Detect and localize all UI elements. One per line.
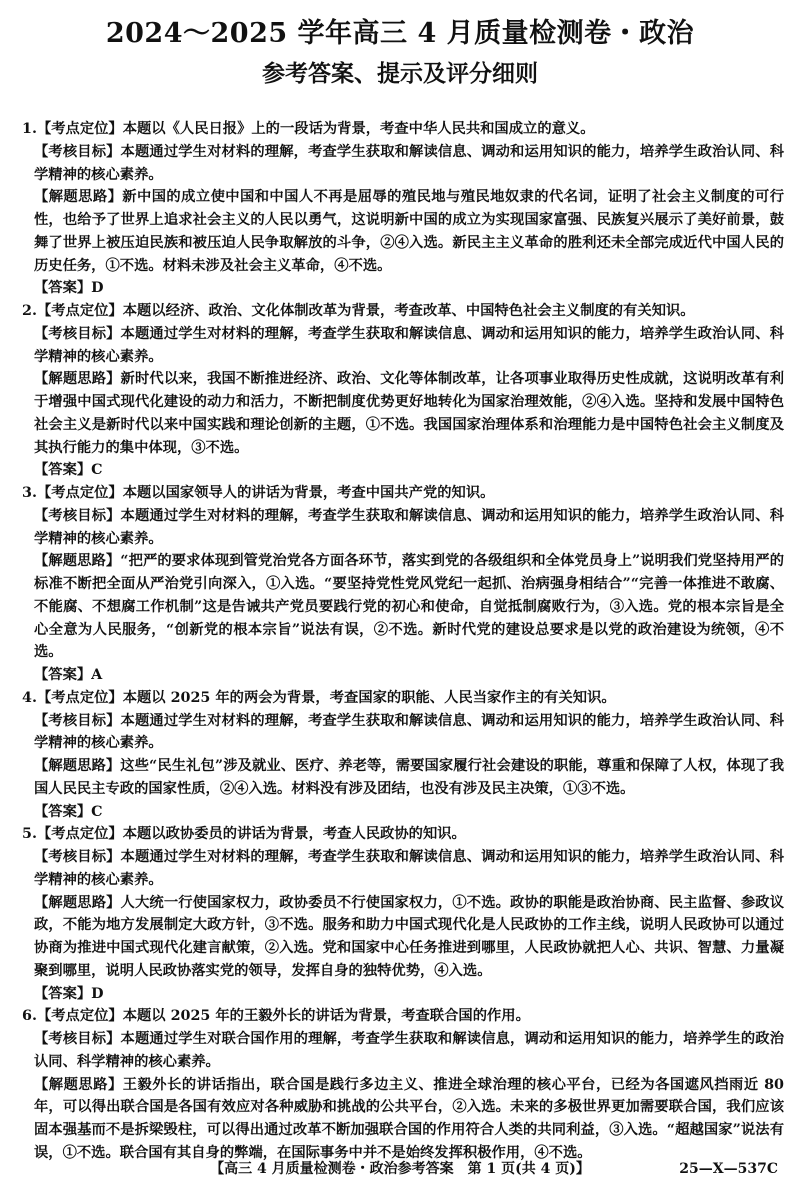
paragraph-text: 【考核目标】本题通过学生对材料的理解，考查学生获取和解读信息、调动和运用知识的能力，培养学生政治认同、科学精神的核心素养。 — [34, 507, 784, 547]
paragraph-text: 【解题思路】“把严的要求体现到管党治党各方面各环节，落实到党的各级组织和全体党员身上”说明我们党坚持用严的标准不断把全面从严治党引向深入，①入选。“要坚持党性党风党纪一起抓、治病强身相结合”“完善一体推进不敢腐、不能腐、不想腐工作机制”这是告诫共产党员要践行党的初心和使命，自觉抵制腐败行为，③入选。党的根本宗旨是全心全意为人民服务，“创新党的根本宗旨”说法有误，②不选。新时代党的建设总要求是以党的政治建设为统领，④不选。 — [34, 553, 784, 661]
answer-paragraph — [22, 664, 784, 687]
answer-paragraph — [22, 710, 784, 756]
paragraph-text: 【考核目标】本题通过学生对联合国作用的理解，考查学生获取和解读信息，调动和运用知识的能力，培养学生的政治认同、科学精神的核心素养。 — [34, 1031, 784, 1070]
answer-paragraph — [22, 1074, 784, 1165]
paragraph-text: 【考核目标】本题通过学生对材料的理解，考查学生获取和解读信息、调动和运用知识的能力，培养学生政治认同、科学精神的核心素养。 — [34, 712, 784, 752]
paragraph-text: 【答案】A — [34, 667, 103, 683]
answer-paragraph — [22, 505, 784, 551]
question-block — [22, 687, 784, 824]
answer-paragraph — [22, 368, 784, 459]
question-block — [22, 482, 784, 687]
question-number: 4. — [22, 689, 37, 706]
paragraph-text: 【考点定位】本题以《人民日报》上的一段话为背景，考查中华人民共和国成立的意义。 — [36, 121, 595, 137]
question-number: 2. — [22, 303, 37, 319]
answer-paragraph — [22, 892, 784, 983]
paragraph-text: 【考点定位】本题以 2025 年的王毅外长的讲话为背景，考查联合国的作用。 — [36, 1008, 530, 1025]
paragraph-text: 【考点定位】本题以经济、政治、文化体制改革为背景，考查改革、中国特色社会主义制度的有关知识。 — [36, 303, 695, 319]
answer-paragraph — [22, 277, 784, 300]
answer-paragraph — [22, 300, 784, 323]
page-subtitle: 参考答案、提示及评分细则 — [262, 60, 538, 87]
question-block — [22, 118, 784, 300]
answer-paragraph — [22, 1005, 784, 1028]
answer-paragraph — [22, 823, 784, 846]
answer-paragraph — [22, 550, 784, 664]
answer-paragraph — [22, 323, 784, 369]
paragraph-text: 【考点定位】本题以政协委员的讲话为背景，考查人民政协的知识。 — [36, 826, 466, 843]
answer-paragraph — [22, 1028, 784, 1074]
question-block — [22, 300, 784, 482]
paragraph-text: 【解题思路】新中国的成立使中国和中国人不再是屈辱的殖民地与殖民地奴隶的代名词，证明了社会主义制度的可行性，也给予了世界上追求社会主义的人民以勇气，这说明新中国的成立为实现国家富强、民族复兴展示了美好前景，鼓舞了世界上被压迫民族和被压迫人民争取解放的斗争，②④入选。新民主主义革命的胜利还未全部完成近代中国人民的历史任务，①不选。材料未涉及社会主义革命，④不选。 — [34, 189, 784, 274]
answer-paragraph — [22, 118, 784, 141]
answer-paragraph — [22, 141, 784, 187]
page-title: 2024～2025 学年高三 4 月质量检测卷・政治 — [105, 18, 695, 49]
paragraph-text: 【答案】D — [34, 985, 104, 1002]
paragraph-text: 【解题思路】新时代以来，我国不断推进经济、政治、文化等体制改革，让各项事业取得历史性成就，这说明改革有利于增强中国式现代化建设的动力和活力，不断把制度优势更好地转化为国家治理效能，②④入选。坚持和发展中国特色社会主义是新时代以来中国实践和理论创新的主题，①不选。我国国家治理体系和治理能力是中国特色社会主义制度及其执行能力的集中体现，③不选。 — [34, 371, 784, 456]
answer-paragraph — [22, 801, 784, 824]
question-number: 1. — [22, 121, 37, 137]
answer-paragraph — [22, 482, 784, 505]
paragraph-text: 【答案】D — [34, 280, 104, 297]
question-block — [22, 1005, 784, 1164]
footer-exam-code: 25—X—537C — [679, 1161, 778, 1177]
paragraph-text: 【解题思路】这些“民生礼包”涉及就业、医疗、养老等，需要国家履行社会建设的职能，尊重和保障了人权，体现了我国人民民主专政的国家性质，②④入选。材料没有涉及团结，也没有涉及民主决策，①③不选。 — [34, 758, 784, 797]
paragraph-text: 【考点定位】本题以国家领导人的讲话为背景，考查中国共产党的知识。 — [36, 485, 495, 501]
question-number: 3. — [22, 485, 37, 501]
paragraph-text: 【答案】C — [34, 462, 103, 479]
paragraph-text: 【解题思路】人大统一行使国家权力，政协委员不行使国家权力，①不选。政协的职能是政治协商、民主监督、参政议政，不能为地方发展制定大政方针，③不选。服务和助力中国式现代化是人民政协的工作主线，说明人民政协可以通过协商为推进中国式现代化建言献策，②入选。党和国家中心任务推进到哪里，人民政协就把人心、共识、智慧、力量凝聚到哪里，说明人民政协落实党的领导，发挥自身的独特优势，④入选。 — [34, 894, 784, 979]
answer-paragraph — [22, 983, 784, 1006]
paragraph-text: 【考核目标】本题通过学生对材料的理解，考查学生获取和解读信息、调动和运用知识的能力，培养学生政治认同、科学精神的核心素养。 — [34, 849, 784, 888]
paragraph-text: 【考点定位】本题以 2025 年的两会为背景，考查国家的职能、人民当家作主的有关知识。 — [36, 689, 616, 706]
answer-paragraph — [22, 846, 784, 892]
question-block — [22, 823, 784, 1005]
answer-paragraph — [22, 755, 784, 801]
answer-list — [22, 118, 784, 1165]
paragraph-text: 【答案】C — [34, 803, 103, 820]
footer-page-info: 【高三 4 月质量检测卷・政治参考答案 第 1 页(共 4 页)】 — [210, 1161, 590, 1177]
paragraph-text: 【考核目标】本题通过学生对材料的理解，考查学生获取和解读信息、调动和运用知识的能力，培养学生政治认同、科学精神的核心素养。 — [34, 325, 784, 365]
answer-paragraph — [22, 687, 784, 710]
paragraph-text: 【解题思路】王毅外长的讲话指出，联合国是践行多边主义、推进全球治理的核心平台，已经为各国遮风挡雨近 80 年，可以得出联合国是各国有效应对各种威胁和挑战的公共平台，②入选。未来的多极世界更加需要联合国，我们应该固本强基而不是拆梁毁柱，可以得出通过改革不断加强联合国的作用符合人类的共同利益，③入选。“超越国家”说法有误，①不选。联合国有其自身的弊端，在国际事务中并不是始终发挥积极作用，④不选。 — [34, 1076, 784, 1161]
page-footer — [0, 1157, 800, 1181]
answer-paragraph — [22, 186, 784, 277]
paragraph-text: 【考核目标】本题通过学生对材料的理解，考查学生获取和解读信息、调动和运用知识的能力，培养学生政治认同、科学精神的核心素养。 — [34, 143, 784, 183]
answer-paragraph — [22, 459, 784, 482]
question-number: 5. — [22, 826, 37, 843]
question-number: 6. — [22, 1008, 37, 1025]
